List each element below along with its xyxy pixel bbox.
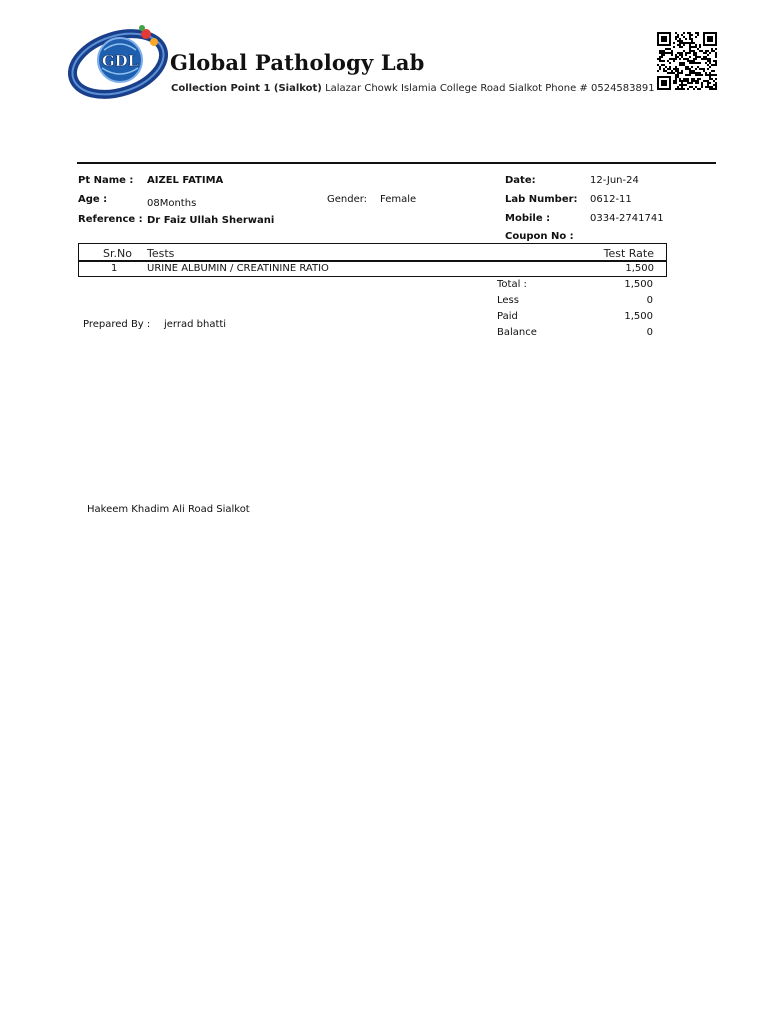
qr-code-icon: [657, 32, 717, 90]
reference-label: Reference :: [78, 214, 143, 225]
tests-table: [78, 243, 667, 277]
header-divider: [77, 162, 716, 164]
prepared-by-name: jerrad bhatti: [164, 319, 227, 330]
row-srno: 1: [111, 263, 118, 274]
total-label: Total :: [497, 279, 527, 290]
paid-value: 1,500: [624, 311, 653, 322]
footer-address: Hakeem Khadim Ali Road Sialkot: [87, 504, 250, 515]
row-test-rate: 1,500: [625, 263, 654, 274]
balance-label: Balance: [497, 327, 537, 338]
name-label: Pt Name :: [78, 175, 134, 186]
lab-logo: [68, 20, 168, 102]
report-date: 12-Jun-24: [590, 175, 639, 186]
header-srno: Sr.No: [103, 247, 132, 260]
mobile-label: Mobile :: [505, 213, 551, 224]
patient-gender: Female: [380, 194, 417, 205]
address-text: Lalazar Chowk Islamia College Road Sialkot Phone # 0524583891: [325, 83, 655, 94]
patient-age: 08Months: [147, 198, 197, 209]
patient-reference: Dr Faiz Ullah Sherwani: [147, 215, 275, 226]
coupon-label: Coupon No :: [505, 231, 574, 242]
gender-label: Gender:: [327, 194, 368, 205]
header-test-rate: Test Rate: [603, 247, 654, 260]
age-label: Age :: [78, 194, 108, 205]
lab-address: [171, 83, 655, 94]
table-header-rule: [79, 260, 666, 262]
header-tests: Tests: [147, 247, 175, 260]
date-label: Date:: [505, 175, 536, 186]
row-test-name: URINE ALBUMIN / CREATININE RATIO: [147, 263, 329, 274]
mobile-number: 0334-2741741: [590, 213, 664, 224]
logo-text: GDL: [101, 52, 139, 70]
lab-title: Global Pathology Lab: [170, 50, 425, 75]
lab-number-label: Lab Number:: [505, 194, 578, 205]
balance-value: 0: [646, 327, 653, 338]
patient-name: AIZEL FATIMA: [147, 175, 224, 186]
less-value: 0: [646, 295, 653, 306]
collection-point: Collection Point 1 (Sialkot): [171, 83, 322, 94]
total-value: 1,500: [624, 279, 653, 290]
paid-label: Paid: [497, 311, 518, 322]
less-label: Less: [497, 295, 519, 306]
lab-number: 0612-11: [590, 194, 632, 205]
prepared-by-label: Prepared By :: [83, 319, 151, 330]
